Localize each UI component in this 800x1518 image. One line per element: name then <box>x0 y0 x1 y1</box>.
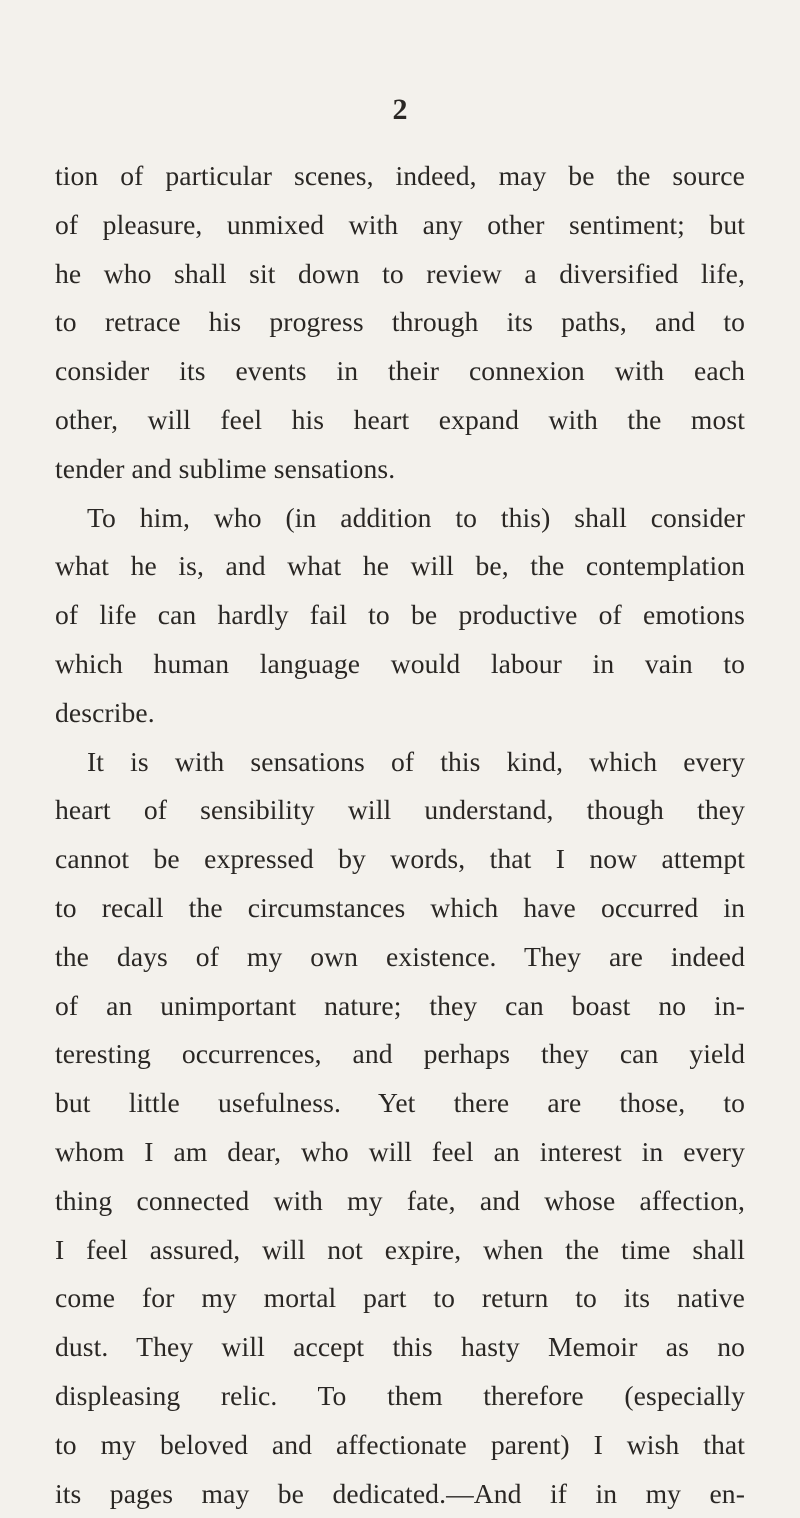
text-line: other, will feel his heart expand with the most <box>55 403 745 435</box>
text-line: to recall the circumstances which have occurred in <box>55 891 745 923</box>
text-line: describe. <box>55 696 155 728</box>
text-line: its pages may be dedicated.—And if in my en- <box>55 1477 745 1509</box>
text-line: he who shall sit down to review a diversified life, <box>55 257 745 289</box>
text-line: cannot be expressed by words, that I now attempt <box>55 843 745 875</box>
text-line: of life can hardly fail to be productive of emotions <box>55 599 745 631</box>
text-line: I feel assured, will not expire, when the time shall <box>55 1233 745 1265</box>
text-line: dust. They will accept this hasty Memoir as no <box>55 1331 745 1363</box>
text-line: to retrace his progress through its paths, and to <box>55 306 745 338</box>
text-line: of pleasure, unmixed with any other sentiment; but <box>55 208 745 240</box>
text-line: come for my mortal part to return to its native <box>55 1282 745 1314</box>
text-line: displeasing relic. To them therefore (especially <box>55 1379 745 1411</box>
text-line: consider its events in their connexion with each <box>55 355 745 387</box>
text-line: but little usefulness. Yet there are those, to <box>55 1087 745 1119</box>
page-number: 2 <box>392 93 408 126</box>
text-line: teresting occurrences, and perhaps they can yield <box>55 1038 745 1070</box>
text-line: the days of my own existence. They are indeed <box>55 940 745 972</box>
text-line: which human language would labour in vain to <box>55 647 745 679</box>
text-line: of an unimportant nature; they can boast no in- <box>55 989 745 1021</box>
text-line: tender and sublime sensations. <box>55 452 396 484</box>
text-line: tion of particular scenes, indeed, may be the source <box>55 160 745 191</box>
body-text <box>55 152 745 1518</box>
text-line: what he is, and what he will be, the contemplation <box>55 550 745 582</box>
text-line: It is with sensations of this kind, which every <box>87 745 745 777</box>
text-line: heart of sensibility will understand, though they <box>55 794 745 826</box>
text-line: To him, who (in addition to this) shall consider <box>87 501 745 533</box>
text-line: thing connected with my fate, and whose affection, <box>55 1184 745 1216</box>
text-line: to my beloved and affectionate parent) I wish that <box>55 1428 745 1460</box>
text-line: whom I am dear, who will feel an interest in every <box>55 1135 745 1167</box>
